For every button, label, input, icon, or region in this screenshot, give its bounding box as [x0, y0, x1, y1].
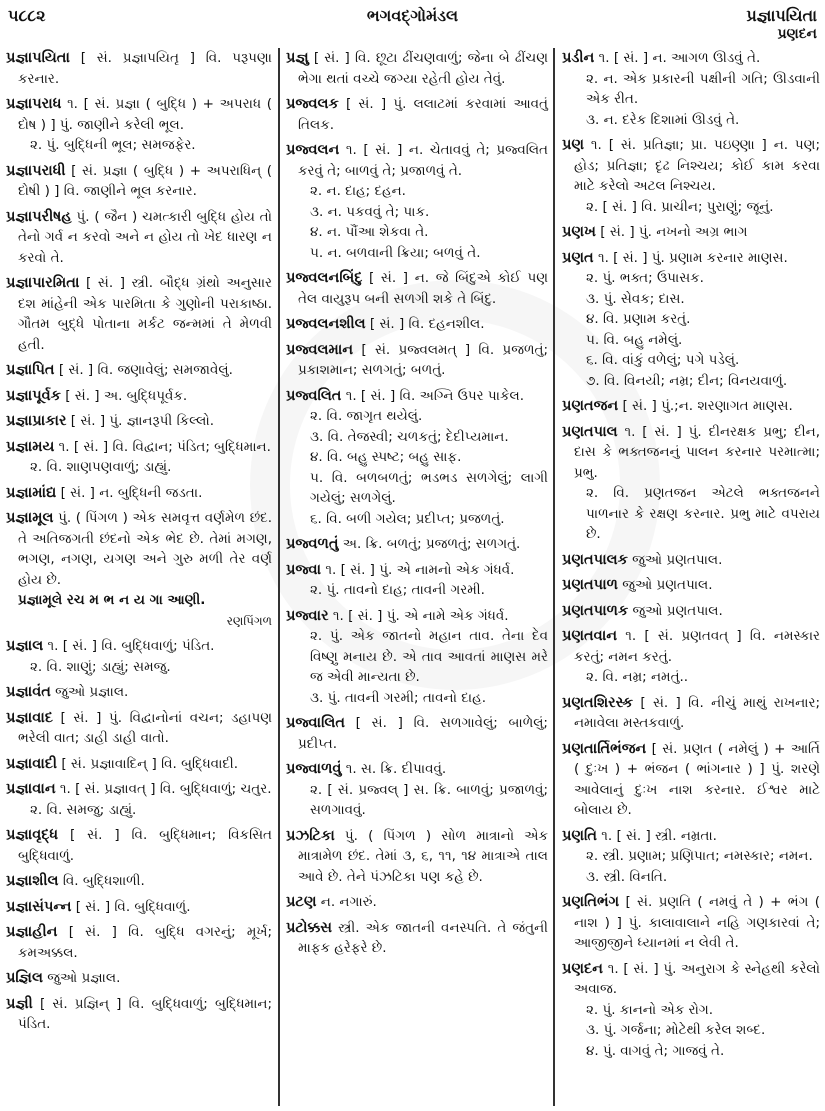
- headword: પ્રજ્વલનબિંદુ: [286, 270, 363, 286]
- definition: [ સં. ] વિ. બુદ્ધિ વગરનું; મૂર્ખ; કમઅક્કલ.: [18, 924, 272, 961]
- sub-sense: ૩. સ્ત્રી. વિનતિ.: [586, 868, 668, 885]
- headword: પ્રજ્વાલિત: [286, 715, 345, 731]
- sub-sense: ૩. ન. દરેક દિશામાં ઊડવું તે.: [586, 111, 740, 128]
- dictionary-entry: [286, 140, 548, 263]
- sub-sense: ૫. વિ. બહુ નમેલું.: [586, 331, 683, 348]
- definition: [ સં. ] અ. બુદ્ધિપૂર્વક.: [60, 387, 188, 404]
- definition: [ સં. ] પું. નખનો અગ્ર ભાગ: [595, 224, 748, 240]
- definition: [ સં. ] વિ. જણાવેલું; સમજાવેલું.: [54, 362, 233, 378]
- headword: પ્રણતજન: [562, 398, 619, 414]
- dictionary-entry: [6, 922, 272, 963]
- sub-sense: ૨. વિ. જાગૃત થયેલું.: [310, 408, 423, 424]
- guide-word-last: પ્રણદન: [777, 26, 817, 42]
- definition: ૧. [ સં. ] પું. પ્રણામ કરનાર માણસ.: [593, 249, 788, 266]
- headword: પ્રજ્વલિત: [286, 387, 342, 404]
- dictionary-entry: [6, 779, 272, 820]
- definition: [ સં. પ્રજ્ઞા ( બુદ્ધિ ) + અપરાધિન્ ( દોષી ) ] વિ. જાણીને ભૂલ કરનાર.: [18, 162, 272, 199]
- definition: ૧. [ સં. ] પું. એ નામનો એક ગંધર્વ.: [321, 561, 515, 578]
- definition: જુઓ પ્રણતપાલ.: [628, 602, 723, 619]
- dictionary-entry: [6, 207, 272, 269]
- headword: પ્રજ્વલક: [286, 96, 339, 112]
- dictionary-entry: [6, 411, 272, 432]
- dictionary-entry: [6, 437, 272, 478]
- dictionary-entry: [286, 534, 548, 555]
- headword: પ્રડીન: [562, 50, 595, 66]
- dictionary-entry: [562, 892, 820, 954]
- dictionary-entry: [562, 693, 820, 734]
- sub-sense: ૨. વિ. શાણપણવાળું; ડાહ્યું.: [30, 459, 172, 475]
- column-divider: [553, 48, 555, 1106]
- definition: અ. ક્રિ. બળતું; પ્રજળતું; સળગતું.: [338, 536, 521, 552]
- sub-sense: ૨. વિ. પ્રણતજન એટલે ભક્તજનને પાળનાર કે રક્ષણ કરનાર. પ્રભુ માટે વપરાય છે.: [586, 485, 820, 542]
- dictionary-entry: [286, 560, 548, 601]
- headword: પ્રજ્ઞાવાદ: [6, 709, 53, 726]
- sub-sense: ૨. વિ. સમજુ; ડાહ્યું.: [30, 801, 137, 818]
- definition: જુઓ પ્રજ્ઞાલ.: [42, 970, 121, 986]
- sub-sense: ૨. વિ. નમ્ર; નમતું..: [586, 669, 689, 685]
- sub-sense: ૪. ન. પૌંઆ શેકવા તે.: [310, 224, 429, 240]
- definition: [ સં. ] વિ. બુદ્ધિવાળું.: [71, 898, 191, 915]
- dictionary-entry: [6, 994, 272, 1035]
- definition: ૧. [ સં. ] પું. એ નામે એક ગંધર્વ.: [328, 607, 509, 624]
- definition: પું. ( પિંગળ ) એક સમવૃત્ત વર્ણમેળ છંદ. તે અતિજગતી છંદનો એક ભેદ છે. તેમાં મગણ, ભગણ, નગણ, યગણ અને ગુરુ મળી તેર વર્ણ હોય છે.: [18, 510, 272, 588]
- headword: પ્રજ્ઞાવૃદ્ધ: [6, 827, 59, 843]
- headword: પ્રજ્ઞાહીન: [6, 924, 58, 940]
- headword: પ્રજ્ઞાપરાધ: [6, 96, 62, 112]
- dictionary-entry: [562, 248, 820, 392]
- definition: ૧. [ સં. ] સ્ત્રી. નમ્રતા.: [596, 827, 717, 844]
- definition: [ સં. પ્રજ્ઞિન્ ] વિ. બુદ્ધિવાળું; બુદ્ધિમાન; પંડિત.: [18, 995, 272, 1032]
- sub-sense: ૨. ન. દાહ; દહન.: [310, 183, 406, 199]
- dictionary-entry: [562, 396, 820, 417]
- headword: પ્રજ્વાર: [286, 607, 329, 624]
- headword: પ્રણ: [562, 137, 585, 153]
- definition: [ સં. પ્રજ્વલમત્ ] વિ. પ્રજળતું; પ્રકાશમાન; સળગતું; બળતું.: [298, 341, 548, 378]
- definition: ૧. [ સં. ] ન. આગળ ઊડવું તે.: [594, 50, 761, 66]
- dictionary-entry: [6, 897, 272, 918]
- definition: ૧. [ સં. પ્રજ્ઞાવત્ ] વિ. બુદ્ધિવાળું; ચતુર.: [55, 781, 272, 797]
- headword: પ્રણતવાન: [562, 628, 618, 644]
- column-1: [6, 48, 272, 1040]
- dictionary-entry: [562, 550, 820, 571]
- dictionary-entry: [286, 268, 548, 309]
- dictionary-entry: [6, 682, 272, 703]
- dictionary-entry: [6, 483, 272, 504]
- sub-sense: ૨. પું. બુદ્ધિની ભૂલ; સમજફેર.: [30, 137, 196, 153]
- definition: ૧. [ સં. ] વિ. બુદ્ધિવાળું; પંડિત.: [43, 638, 215, 654]
- headword: પ્રજ્ઞાપયિતા: [6, 50, 70, 66]
- sub-sense: ૫. ન. બળવાની ક્રિયા; બળવું તે.: [310, 244, 481, 261]
- definition: પું. ( પિંગળ ) સોળ માત્રાનો એક માત્રામેળ છંદ. તેમાં ૩, ૬, ૧૧, ૧૪ માત્રાએ તાલ આવે છે. તેને પંઝટિકા પણ કહે છે.: [298, 827, 548, 885]
- headword: પ્રજ્વલનશીલ: [286, 316, 366, 332]
- dictionary-entry: [562, 959, 820, 1062]
- column-divider: [278, 48, 280, 1106]
- definition: ૧. [ સં. પ્રજ્ઞા ( બુદ્ધિ ) + અપરાધ ( દોષ ) ] પું. જાણીને કરેલી ભૂલ.: [18, 96, 272, 133]
- definition: ૧. [ સં. ] પું. દીનરક્ષક પ્રભુ; દીન, દાસ કે ભક્તજનનું પાલન કરનાર પરમાત્મા; પ્રભુ.: [574, 423, 820, 481]
- dictionary-entry: [286, 759, 548, 821]
- sub-sense: ૪. પું. વાગવું તે; ગાજવું તે.: [586, 1042, 725, 1059]
- definition: વિ. બુદ્ધિશાળી.: [58, 873, 145, 889]
- dictionary-entry: [286, 94, 548, 135]
- column-3: [562, 48, 820, 1066]
- headword: પ્રણતિ: [562, 827, 597, 844]
- dictionary-entry: [562, 135, 820, 217]
- definition: ૧. [ સં. ] વિ. વિદ્વાન; પંડિત; બુદ્ધિમાન.: [54, 438, 271, 455]
- headword: પ્રઝટિકા: [286, 827, 335, 844]
- headword: પ્રજ્ઞાવાદી: [6, 755, 58, 772]
- headword: પ્રણતપાળ: [562, 577, 618, 593]
- definition: જુઓ પ્રજ્ઞાલ.: [50, 684, 129, 700]
- dictionary-entry: [562, 601, 820, 622]
- headword: પ્રજ્વળતું: [286, 536, 339, 552]
- headword: પ્રણતપાળક: [562, 602, 629, 619]
- sub-sense: ૩. ન. પકવવું તે; પાક.: [310, 203, 430, 220]
- definition: પું. ( જૈન ) ચમત્કારી બુદ્ધિ હોય તો તેનો ગર્વ ન કરવો અને ન હોય તો ખેદ ધારણ ન કરવો તે.: [18, 208, 272, 266]
- headword: પ્રજ્ઞુ: [286, 50, 309, 66]
- sub-sense: ૭. વિ. વિનયી; નમ્ર; દીન; વિનયવાળું.: [586, 372, 788, 389]
- guide-word-first: પ્રજ્ઞાપયિતા: [746, 6, 817, 25]
- dictionary-entry: [562, 422, 820, 545]
- sub-sense: ૪. વિ. બહુ સ્પષ્ટ; બહુ સાફ.: [310, 449, 462, 465]
- definition: [ સં. પ્રણતિ ( નમવું તે ) + ભંગ ( નાશ ) ] પું. કાલાવાલાને નહિ ગણકારવાં તે; આજીજીને ધ્યાનમાં ન લેવી તે.: [574, 894, 820, 951]
- sub-sense: ૩. પું. તાવની ગરમી; તાવનો દાહ.: [310, 689, 486, 706]
- headword: પ્રજ્વલન: [286, 142, 340, 158]
- dictionary-entry: [6, 825, 272, 866]
- sub-sense: ૩. પું. ગર્જના; મોટેથી કરેલ શબ્દ.: [586, 1022, 766, 1038]
- sub-sense: ૨. પું. તાવનો દાહ; તાવની ગરમી.: [310, 582, 485, 598]
- sub-sense: ૬. વિ. વાંકું વળેલું; પગે પડેલું.: [586, 352, 740, 368]
- headword: પ્રજ્ઞામય: [6, 438, 55, 455]
- dictionary-entry: [6, 636, 272, 677]
- definition: [ સં. ] પું. જ્ઞાનરૂપી કિલ્લો.: [66, 413, 215, 429]
- definition: [ સં. પ્રણત ( નમેલું ) + આર્તિ ( દુઃખ ) + ભંજન ( ભાંગનાર ) ] પું. શરણે આવેલાનું દુઃખ નાશ કરનાર. ઈશ્વર માટે બોલાય છે.: [574, 740, 820, 818]
- page-title: ભગવદ્ગોમંડલ: [366, 6, 459, 25]
- dictionary-entry: [6, 871, 272, 892]
- dictionary-entry: [286, 892, 548, 913]
- dictionary-entry: [562, 739, 820, 821]
- sub-sense: ૨. પું. ભક્ત; ઉપાસક.: [586, 270, 704, 286]
- headword: પ્રજ્ઞાવંત: [6, 684, 51, 700]
- definition: [ સં. ] વિ. બુદ્ધિમાન; વિકસિત બુદ્ધિવાળું.: [18, 827, 272, 864]
- sub-sense: ૨. [ સં. પ્રજ્વલ્ ] સ. ક્રિ. બાળવું; પ્રજાળવું; સળગાવવું.: [310, 781, 548, 818]
- headword: પ્રજ્ઞાપરીષહ: [6, 208, 72, 225]
- definition: જુઓ પ્રણતપાલ.: [617, 577, 713, 593]
- definition: [ સં. પ્રજ્ઞાપયિતૃ ] વિ. પરૂપણા કરનાર.: [18, 50, 272, 87]
- column-2: [286, 48, 548, 964]
- definition: ૧. [ સં. ] પું. અનુરાગ કે સ્નેહથી કરેલો અવાજ.: [574, 960, 820, 997]
- dictionary-entry: [6, 754, 272, 775]
- headword: પ્રજ્ઞાપૂર્વક: [6, 387, 61, 404]
- headword: પ્રજ્વલમાન: [286, 341, 354, 358]
- definition: ૧. [ સં. ] ન. ચેતાવવું તે; પ્રજ્વલિત કરવું તે; બાળવું તે; પ્રજાળવું તે.: [298, 142, 548, 179]
- dictionary-entry: [286, 48, 548, 89]
- headword: પ્રજ્ઞામૂલ: [6, 510, 54, 526]
- definition: [ સં. ] પું. લલાટમાં કરવામાં આવતું તિલક.: [298, 96, 548, 133]
- sub-sense: ૩. પું. સેવક; દાસ.: [586, 290, 685, 307]
- definition: [ સં. પ્રજ્ઞાવાદિન્ ] વિ. બુદ્ધિવાદી.: [57, 755, 239, 772]
- definition: [ સં. ] વિ. છૂટા ઢીંચણવાળું; જેના બે ઢીંચણ ભેગા થતાં વચ્ચે જગ્યા રહેતી હોય તેવું.: [298, 50, 548, 87]
- headword: પ્રટણ: [286, 894, 317, 910]
- sub-sense: ૩. વિ. તેજસ્વી; ચળકતું; દેદીપ્યમાન.: [310, 428, 509, 445]
- headword: પ્રજ્ઞિલ: [6, 970, 43, 986]
- headword: પ્રણત: [562, 249, 594, 266]
- dictionary-entry: [286, 314, 548, 335]
- definition: ૧. [ સં. પ્રણતવત્ ] વિ. નમસ્કાર કરતું; નમન કરતું.: [574, 628, 820, 665]
- dictionary-entry: [562, 575, 820, 596]
- sub-sense: ૪. વિ. પ્રણામ કરતું.: [586, 311, 691, 327]
- quotation: પ્રજ્ઞામૂલે રચ મ ભ ન ય ગા આણી.: [18, 592, 206, 608]
- dictionary-entry: [286, 918, 548, 959]
- headword: પ્રજ્ઞાશીલ: [6, 873, 59, 889]
- dictionary-entry: [6, 94, 272, 156]
- dictionary-entry: [286, 713, 548, 754]
- dictionary-entry: [286, 386, 548, 530]
- dictionary-entry: [286, 340, 548, 381]
- definition: ૧. [ સં. ] વિ. અગ્નિ ઉપર પાકેલ.: [341, 387, 525, 404]
- headword: પ્રણતપાલ: [562, 423, 618, 440]
- definition: જુઓ પ્રણતપાલ.: [627, 551, 723, 568]
- sub-sense: ૨. ન. એક પ્રકારની પક્ષીની ગતિ; ઊડવાની એક રીત.: [586, 70, 820, 107]
- dictionary-entry: [6, 508, 272, 631]
- definition: ૧. સ. ક્રિ. દીપાવવું.: [341, 761, 447, 777]
- sub-sense: ૬. વિ. બળી ગયેલ; પ્રદીપ્ત; પ્રજળતું.: [310, 510, 505, 527]
- dictionary-entry: [6, 708, 272, 749]
- definition: [ સં. ] વિ. નીચું માથું રાખનાર; નમાવેલા મસ્તકવાળું.: [574, 694, 820, 731]
- headword: પ્રણતાર્તિભંજન: [562, 740, 647, 757]
- headword: પ્રજ્ઞામાંદ્ય: [6, 484, 57, 501]
- headword: પ્રજ્ઞાપ્રાકાર: [6, 413, 67, 429]
- dictionary-entry: [562, 626, 820, 688]
- dictionary-entry: [6, 968, 272, 989]
- headword: પ્રજ્ઞાલ: [6, 638, 44, 654]
- definition: [ સં. ] ન. જે બિંદુએ કોઈ પણ તેલ વાયુરૂપ બની સળગી શકે તે બિંદુ.: [298, 270, 548, 307]
- headword: પ્રજ્ઞાસંપન્ન: [6, 898, 72, 915]
- dictionary-entry: [6, 161, 272, 202]
- definition: [ સં. ] પું. વિદ્વાનોનાં વચન; ડહાપણ ભરેલી વાત; ડાહી ડાહી વાતો.: [18, 709, 272, 746]
- dictionary-entry: [562, 222, 820, 243]
- headword: પ્રટોક્કસ: [286, 919, 332, 936]
- dictionary-entry: [286, 826, 548, 888]
- headword: પ્રણખ: [562, 224, 596, 240]
- sub-sense: ૫. વિ. બળબળતું; ભડભડ સળગેલું; લાગી ગયેલું; સળગેલું.: [310, 469, 548, 506]
- headword: પ્રણતપાલક: [562, 551, 628, 568]
- headword: પ્રજ્ઞી: [6, 995, 33, 1012]
- definition: સ્ત્રી. એક જાતની વનસ્પતિ. તે જંતુની માફક હરેફરે છે.: [298, 919, 548, 956]
- dictionary-entry: [562, 48, 820, 130]
- quotation-source: રણપિંગળ: [226, 613, 272, 628]
- dictionary-entry: [6, 386, 272, 407]
- dictionary-entry: [286, 606, 548, 709]
- headword: પ્રજ્વાળવું: [286, 761, 342, 777]
- sub-sense: ૨. પું. કાનનો એક રોગ.: [586, 1001, 714, 1018]
- headword: પ્રણતશિરસ્ક: [562, 694, 634, 711]
- headword: પ્રણતિભંગ: [562, 894, 620, 910]
- definition: ૧. [ સં. પ્રતિજ્ઞા; પ્રા. પઇણ્ણા ] ન. પણ; હોડ; પ્રતિજ્ઞા; દૃઢ નિશ્ચય; કોઈ કામ કરવા માટે કરેલો અટલ નિશ્ચય.: [574, 137, 820, 194]
- sub-sense: ૨. સ્ત્રી. પ્રણામ; પ્રણિપાત; નમસ્કાર; નમન.: [586, 848, 813, 864]
- headword: પ્રજ્ઞાપરાધી: [6, 162, 66, 179]
- dictionary-entry: [562, 826, 820, 888]
- definition: [ સં. ] સ્ત્રી. બૌદ્ધ ગ્રંથો અનુસાર દશ માંહેની એક પારમિતા કે ગુણોની પરાકાષ્ઠા. ગૌતમ બુદ્ધે પોતાના મર્કટ જન્મમાં તે મેળવી હતી.: [18, 275, 272, 353]
- dictionary-entry: [6, 48, 272, 89]
- sub-sense: ૨. પું. એક જાતનો મહાન તાવ. તેના દેવ વિષ્ણુ મનાય છે. એ તાવ આવતાં માણસ મરે જ એવી માન્યતા છે.: [310, 628, 548, 685]
- definition: [ સં. ] ન. બુદ્ધિની જડતા.: [56, 484, 203, 501]
- dictionary-entry: [6, 273, 272, 355]
- headword: પ્રજ્ઞાપારમિતા: [6, 275, 80, 291]
- headword: પ્રજ્ઞાવાન: [6, 781, 56, 797]
- dictionary-entry: [6, 360, 272, 381]
- page-number: ૫૮૮૨: [8, 6, 46, 25]
- sub-sense: ૨. [ સં. ] વિ. પ્રાચીન; પુરાણું; જૂનું.: [586, 198, 774, 215]
- headword: પ્રણદન: [562, 960, 603, 977]
- definition: [ સં. ] વિ. દહનશીલ.: [365, 316, 485, 332]
- definition: [ સં. ] વિ. સળગાવેલું; બાળેલું; પ્રદીપ્ત.: [298, 715, 548, 752]
- headword: પ્રજ્ઞાપિત: [6, 362, 55, 378]
- definition: [ સં. ] પું.;ન. શરણાગત માણસ.: [618, 398, 793, 414]
- definition: ન. નગારું.: [316, 894, 377, 910]
- headword: પ્રજ્વા: [286, 561, 322, 578]
- sub-sense: ૨. વિ. શાણું; ડાહ્યું; સમજુ.: [30, 658, 171, 675]
